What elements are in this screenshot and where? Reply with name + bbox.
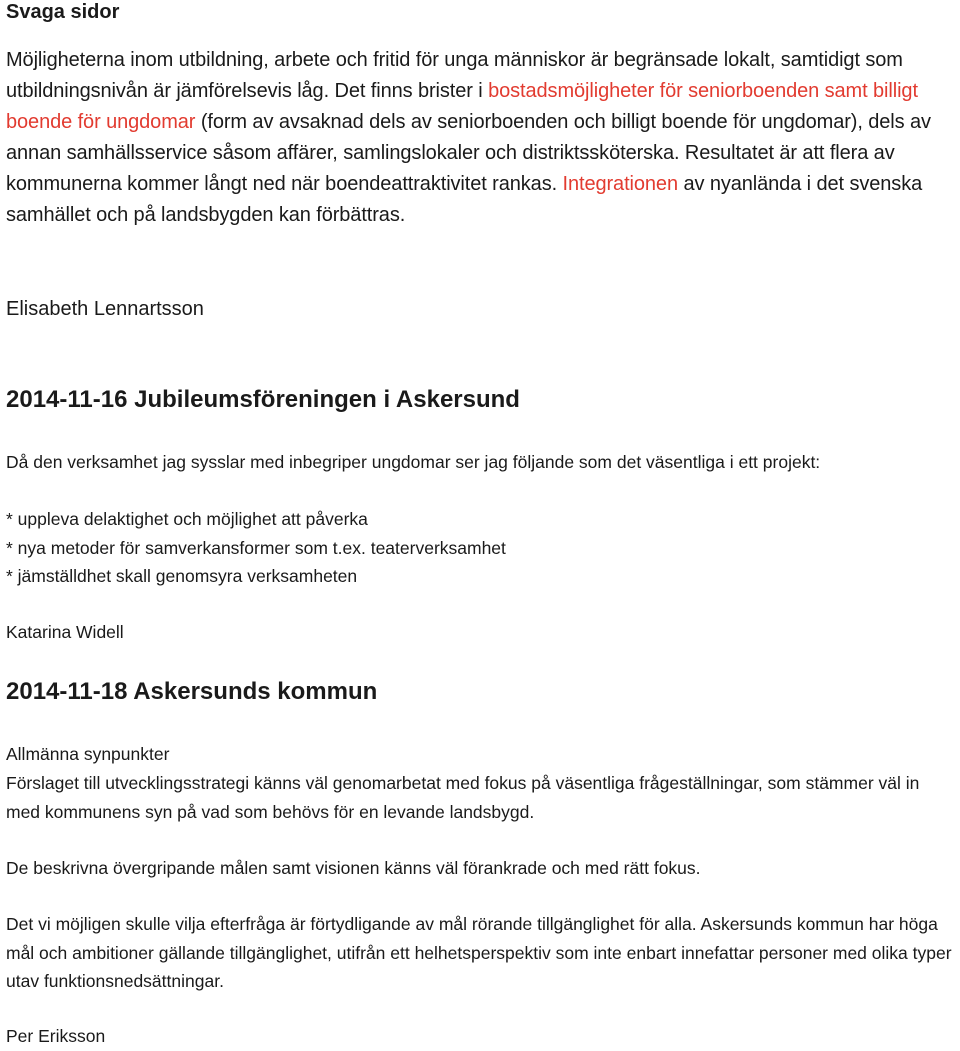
section-heading-askersunds-kommun: 2014-11-18 Askersunds kommun	[6, 678, 378, 705]
bullet-list	[6, 505, 956, 591]
kommun-paragraph-3: Det vi möjligen skulle vilja efterfråga är förtydligande av mål rörande tillgänglighet för alla. Askersunds kommun har höga mål och ambitioner gällande tillgänglighet, utifrån ett helhetsperspektiv som inte enbart innefattar personer med olika typer utav funktionsnedsättningar.	[6, 914, 952, 991]
list-item: * nya metoder för samverkansformer som t.ex. teaterverksamhet	[6, 537, 506, 558]
paragraph-text: av nyanlända i det svenska samhället och på landsbygden kan förbättras.	[6, 173, 923, 226]
weaknesses-paragraph	[6, 45, 956, 231]
paragraph-text: (form av avsaknad dels av seniorboenden och billigt boende för ungdomar), dels av annan samhällsservice såsom affärer, samlingslokaler och distriktssköterska. Resultatet är att flera av kommunerna kommer långt ned när boendeattraktivitet rankas.	[6, 111, 931, 195]
section-heading-jubileumsforeningen: 2014-11-16 Jubileumsföreningen i Askersund	[6, 386, 520, 413]
signature-elisabeth-lennartsson: Elisabeth Lennartsson	[6, 298, 204, 320]
paragraph-text: Möjligheterna inom utbildning, arbete och fritid för unga människor är begränsade lokalt, samtidigt som utbildningsnivån är jämförelsevis låg. Det finns brister i	[6, 49, 903, 102]
subheading-allmanna-synpunkter: Allmänna synpunkter	[6, 744, 170, 764]
section-heading-svaga-sidor: Svaga sidor	[6, 1, 120, 23]
highlighted-text-integration: Integrationen	[562, 173, 678, 195]
highlighted-text-housing: bostadsmöjligheter för seniorboenden samt billigt boende för ungdomar	[6, 80, 918, 133]
signature-per-eriksson: Per Eriksson	[6, 1026, 106, 1046]
kommun-paragraph-2: De beskrivna övergripande målen samt visionen känns väl förankrade och med rätt fokus.	[6, 858, 701, 878]
signature-katarina-widell: Katarina Widell	[6, 622, 124, 642]
list-item: * uppleva delaktighet och möjlighet att påverka	[6, 509, 368, 529]
list-item: * jämställdhet skall genomsyra verksamheten	[6, 566, 358, 586]
kommun-paragraph-1: Förslaget till utvecklingsstrategi känns väl genomarbetat med fokus på väsentliga frågeställningar, som stämmer väl in med kommunens syn på vad som behövs för en levande landsbygd.	[6, 773, 920, 822]
jubileum-intro-paragraph: Då den verksamhet jag sysslar med inbegriper ungdomar ser jag följande som det väsentliga i ett projekt:	[6, 452, 821, 472]
